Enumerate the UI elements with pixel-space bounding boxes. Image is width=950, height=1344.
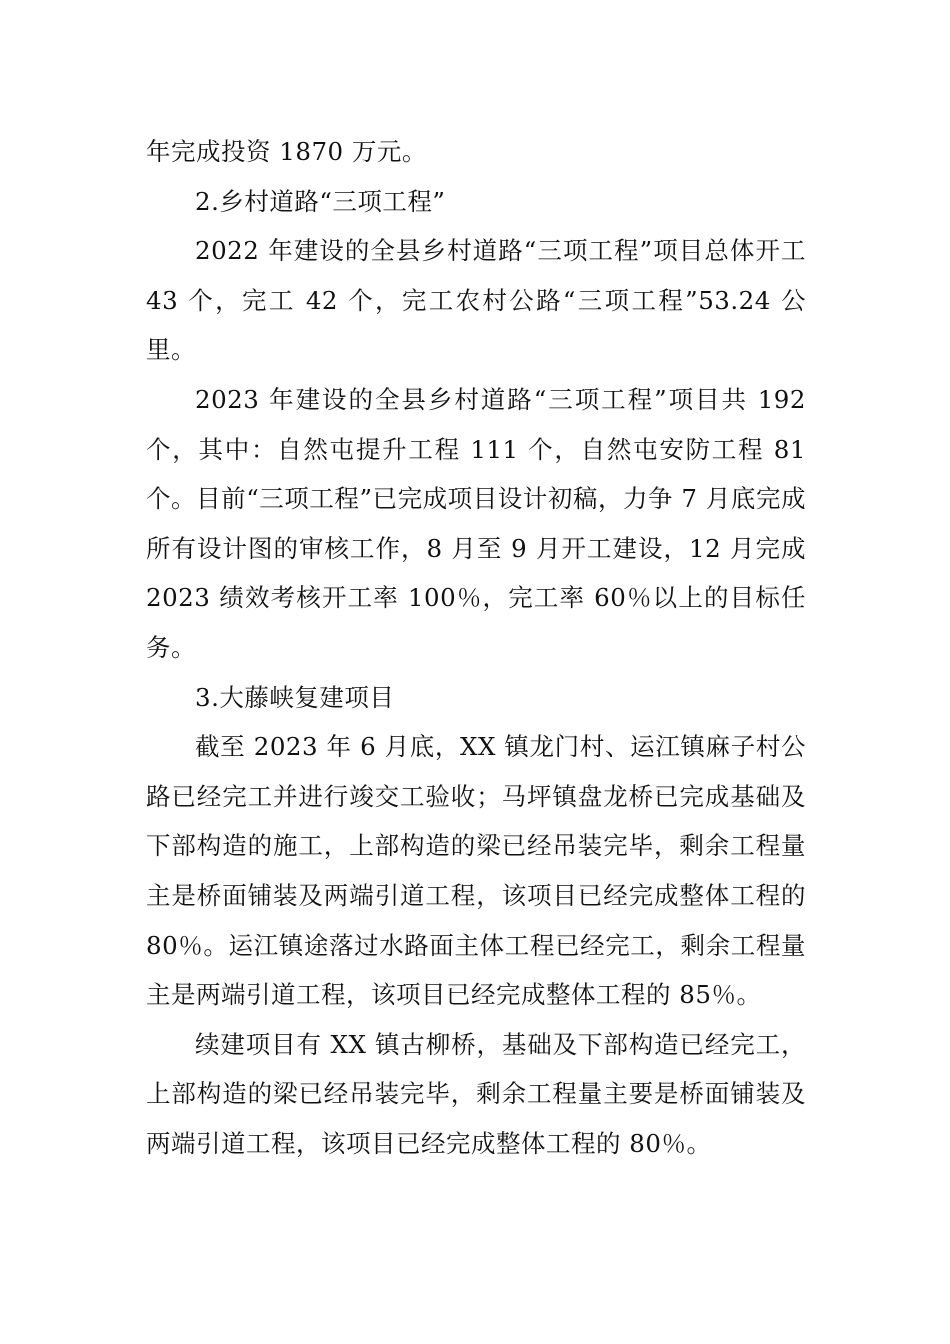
document-body bbox=[146, 127, 806, 1168]
paragraph-datengxia-progress: 截至 2023 年 6 月底，XX 镇龙门村、运江镇麻子村公路已经完工并进行竣交工验收；马坪镇盘龙桥已完成基础及下部构造的施工，上部构造的梁已经吊装完毕，剩余工程量主是桥面铺装及两端引道工程，该项目已经完成整体工程的 80％。运江镇途落过水路面主体工程已经完工，剩余工程量主是两端引道工程，该项目已经完成整体工程的 85％。 bbox=[146, 732, 806, 1010]
paragraph-2023-projects: 2023 年建设的全县乡村道路“三项工程”项目共 192 个，其中：自然屯提升工程 111 个，自然屯安防工程 81 个。目前“三项工程”已完成项目设计初稿，力争 7 月底完成所有设计图的审核工作，8 月至 9 月开工建设，12 月完成 2023 绩效考核开工率 100％，完工率 60％以上的目标任务。 bbox=[146, 384, 806, 662]
paragraph-continuation: 年完成投资 1870 万元。 bbox=[146, 137, 427, 166]
paragraph-2022-projects: 2022 年建设的全县乡村道路“三项工程”项目总体开工 43 个，完工 42 个，完工农村公路“三项工程”53.24 公里。 bbox=[146, 236, 806, 365]
section-heading-rural-roads: 2.乡村道路“三项工程” bbox=[195, 186, 446, 216]
paragraph-continued-projects: 续建项目有 XX 镇古柳桥，基础及下部构造已经完工，上部构造的梁已经吊装完毕，剩余工程量主要是桥面铺装及两端引道工程，该项目已经完成整体工程的 80％。 bbox=[146, 1029, 806, 1158]
section-heading-datengxia: 3.大藤峡复建项目 bbox=[195, 682, 395, 712]
